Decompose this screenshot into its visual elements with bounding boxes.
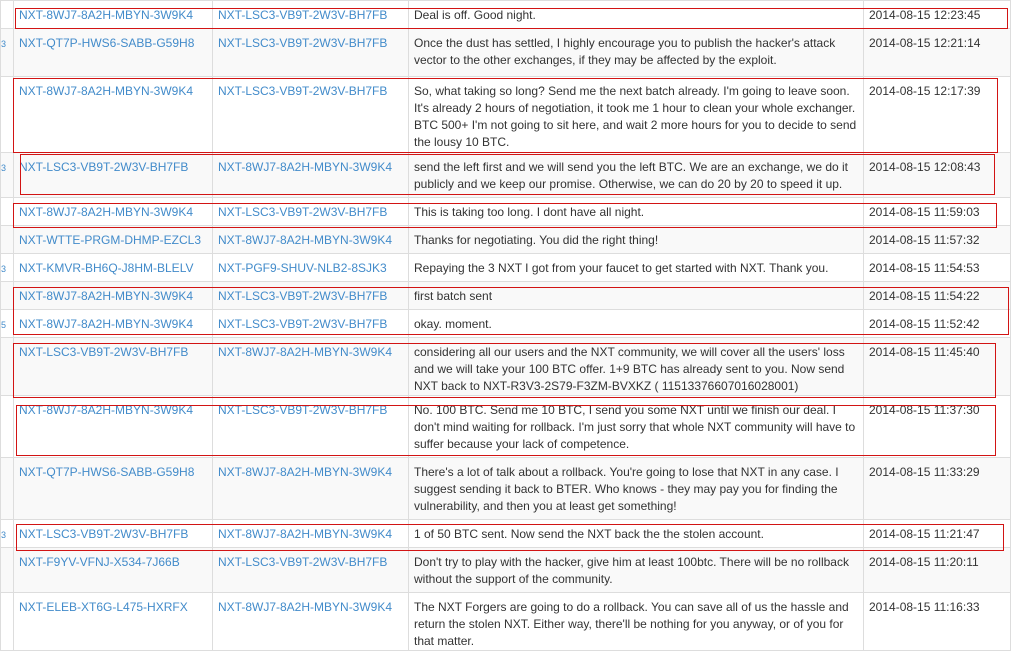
table-row bbox=[1, 1, 1011, 29]
recipient-account-link[interactable]: NXT-LSC3-VB9T-2W3V-BH7FB bbox=[218, 84, 388, 98]
timestamp-cell bbox=[864, 310, 1011, 338]
timestamp-cell bbox=[864, 254, 1011, 282]
message-text: send the left first and we will send you the left BTC. We are an exchange, we do it publicly and we keep our promise. Otherwise, we can do 20 by 20 to speed it up. bbox=[414, 160, 849, 191]
timestamp-text: 2014-08-15 11:16:33 bbox=[869, 600, 980, 614]
message-text: The NXT Forgers are going to do a rollback. You can save all of us the hassle and return the stolen NXT. Either way, there'll be nothing for you anyway, or of you for that matter. bbox=[414, 600, 849, 648]
message-cell bbox=[409, 153, 864, 198]
recipient-account-link[interactable]: NXT-LSC3-VB9T-2W3V-BH7FB bbox=[218, 403, 388, 417]
message-text: 1 of 50 BTC sent. Now send the NXT back the the stolen account. bbox=[414, 527, 764, 541]
message-cell bbox=[409, 310, 864, 338]
sender-cell bbox=[14, 226, 213, 254]
recipient-cell bbox=[213, 520, 409, 548]
timestamp-text: 2014-08-15 11:21:47 bbox=[869, 527, 980, 541]
sender-cell bbox=[14, 396, 213, 458]
sender-cell bbox=[14, 520, 213, 548]
timestamp-cell bbox=[864, 338, 1011, 396]
message-text: Once the dust has settled, I highly encourage you to publish the hacker's attack vector to the other exchanges, if they may be affected by the exploit. bbox=[414, 36, 836, 67]
sender-cell bbox=[14, 548, 213, 593]
table-row bbox=[1, 77, 1011, 153]
recipient-cell bbox=[213, 282, 409, 310]
sender-account-link[interactable]: NXT-QT7P-HWS6-SABB-G59H8 bbox=[19, 465, 195, 479]
row-marker bbox=[1, 396, 14, 458]
timestamp-text: 2014-08-15 11:52:42 bbox=[869, 317, 980, 331]
table-row bbox=[1, 29, 1011, 77]
row-marker bbox=[1, 198, 14, 226]
sender-account-link[interactable]: NXT-8WJ7-8A2H-MBYN-3W9K4 bbox=[19, 317, 194, 331]
row-marker bbox=[1, 153, 14, 198]
timestamp-cell bbox=[864, 153, 1011, 198]
table-row bbox=[1, 520, 1011, 548]
timestamp-cell bbox=[864, 458, 1011, 520]
row-marker bbox=[1, 226, 14, 254]
timestamp-text: 2014-08-15 12:21:14 bbox=[869, 36, 981, 50]
message-cell bbox=[409, 282, 864, 310]
message-text: Repaying the 3 NXT I got from your faucet to get started with NXT. Thank you. bbox=[414, 261, 829, 275]
timestamp-cell bbox=[864, 520, 1011, 548]
message-text: There's a lot of talk about a rollback. You're going to lose that NXT in any case. I suggest sending it back to BTER. Who knows - they may pay you for finding the vulnerability, and then you at least get something! bbox=[414, 465, 839, 513]
recipient-account-link[interactable]: NXT-LSC3-VB9T-2W3V-BH7FB bbox=[218, 555, 388, 569]
recipient-account-link[interactable]: NXT-LSC3-VB9T-2W3V-BH7FB bbox=[218, 36, 388, 50]
recipient-cell bbox=[213, 548, 409, 593]
row-marker bbox=[1, 77, 14, 153]
row-marker bbox=[1, 254, 14, 282]
timestamp-text: 2014-08-15 12:08:43 bbox=[869, 160, 981, 174]
timestamp-cell bbox=[864, 396, 1011, 458]
sender-account-link[interactable]: NXT-F9YV-VFNJ-X534-7J66B bbox=[19, 555, 180, 569]
sender-account-link[interactable]: NXT-8WJ7-8A2H-MBYN-3W9K4 bbox=[19, 84, 194, 98]
message-cell bbox=[409, 1, 864, 29]
row-marker-text: 3 bbox=[1, 264, 7, 274]
recipient-cell bbox=[213, 593, 409, 651]
message-text: Thanks for negotiating. You did the right thing! bbox=[414, 233, 659, 247]
timestamp-text: 2014-08-15 11:33:29 bbox=[869, 465, 980, 479]
table-row bbox=[1, 282, 1011, 310]
sender-account-link[interactable]: NXT-8WJ7-8A2H-MBYN-3W9K4 bbox=[19, 8, 194, 22]
sender-cell bbox=[14, 593, 213, 651]
recipient-account-link[interactable]: NXT-LSC3-VB9T-2W3V-BH7FB bbox=[218, 317, 388, 331]
message-text: So, what taking so long? Send me the next batch already. I'm going to leave soon. It's already 2 hours of negotiation, it took me 1 hour to clean your whole exchanger. BTC 500+ I'm not going to sit here, and wait 2 more hours for you to decide to send the lousy 10 BTC. bbox=[414, 84, 857, 149]
table-row bbox=[1, 254, 1011, 282]
message-text: okay. moment. bbox=[414, 317, 492, 331]
timestamp-text: 2014-08-15 11:59:03 bbox=[869, 205, 980, 219]
timestamp-cell bbox=[864, 548, 1011, 593]
message-cell bbox=[409, 29, 864, 77]
message-text: considering all our users and the NXT community, we will cover all the users' loss and we will take your 100 BTC offer. 1+9 BTC has already sent to you. Now send NXT back to NXT-R3V3-2S79-F3ZM-BVXKZ ( 11513376607016028001) bbox=[414, 345, 845, 393]
recipient-account-link[interactable]: NXT-8WJ7-8A2H-MBYN-3W9K4 bbox=[218, 345, 393, 359]
row-marker-text: 5 bbox=[1, 320, 7, 330]
table-row bbox=[1, 458, 1011, 520]
row-marker bbox=[1, 593, 14, 651]
timestamp-text: 2014-08-15 11:54:22 bbox=[869, 289, 980, 303]
recipient-account-link[interactable]: NXT-8WJ7-8A2H-MBYN-3W9K4 bbox=[218, 527, 393, 541]
table-row bbox=[1, 593, 1011, 651]
message-cell bbox=[409, 338, 864, 396]
recipient-account-link[interactable]: NXT-PGF9-SHUV-NLB2-8SJK3 bbox=[218, 261, 387, 275]
sender-cell bbox=[14, 29, 213, 77]
sender-account-link[interactable]: NXT-KMVR-BH6Q-J8HM-BLELV bbox=[19, 261, 194, 275]
timestamp-cell bbox=[864, 77, 1011, 153]
message-text: No. 100 BTC. Send me 10 BTC, I send you some NXT until we finish our deal. I don't mind waiting for rollback. I'm just sorry that whole NXT community will have to suffer because your lack of competence. bbox=[414, 403, 856, 451]
row-marker bbox=[1, 458, 14, 520]
sender-account-link[interactable]: NXT-8WJ7-8A2H-MBYN-3W9K4 bbox=[19, 289, 194, 303]
recipient-cell bbox=[213, 153, 409, 198]
timestamp-text: 2014-08-15 11:37:30 bbox=[869, 403, 980, 417]
sender-cell bbox=[14, 282, 213, 310]
table-row bbox=[1, 153, 1011, 198]
recipient-account-link[interactable]: NXT-8WJ7-8A2H-MBYN-3W9K4 bbox=[218, 160, 393, 174]
message-cell bbox=[409, 548, 864, 593]
sender-cell bbox=[14, 77, 213, 153]
row-marker bbox=[1, 1, 14, 29]
sender-cell bbox=[14, 153, 213, 198]
recipient-account-link[interactable]: NXT-8WJ7-8A2H-MBYN-3W9K4 bbox=[218, 465, 393, 479]
sender-account-link[interactable]: NXT-ELEB-XT6G-L475-HXRFX bbox=[19, 600, 188, 614]
recipient-account-link[interactable]: NXT-LSC3-VB9T-2W3V-BH7FB bbox=[218, 289, 388, 303]
recipient-account-link[interactable]: NXT-LSC3-VB9T-2W3V-BH7FB bbox=[218, 205, 388, 219]
sender-cell bbox=[14, 338, 213, 396]
table-row bbox=[1, 396, 1011, 458]
row-marker bbox=[1, 29, 14, 77]
message-text: Don't try to play with the hacker, give him at least 100btc. There will be no rollback without the support of the community. bbox=[414, 555, 849, 586]
timestamp-cell bbox=[864, 1, 1011, 29]
table-row bbox=[1, 548, 1011, 593]
sender-cell bbox=[14, 254, 213, 282]
row-marker bbox=[1, 310, 14, 338]
row-marker bbox=[1, 338, 14, 396]
row-marker-text: 3 bbox=[1, 530, 7, 540]
timestamp-text: 2014-08-15 12:17:39 bbox=[869, 84, 981, 98]
sender-cell bbox=[14, 1, 213, 29]
sender-cell bbox=[14, 310, 213, 338]
timestamp-cell bbox=[864, 29, 1011, 77]
recipient-account-link[interactable]: NXT-8WJ7-8A2H-MBYN-3W9K4 bbox=[218, 233, 393, 247]
recipient-cell bbox=[213, 29, 409, 77]
sender-account-link[interactable]: NXT-WTTE-PRGM-DHMP-EZCL3 bbox=[19, 233, 201, 247]
recipient-cell bbox=[213, 338, 409, 396]
table-row bbox=[1, 338, 1011, 396]
timestamp-text: 2014-08-15 12:23:45 bbox=[869, 8, 981, 22]
message-cell bbox=[409, 226, 864, 254]
table-row bbox=[1, 226, 1011, 254]
recipient-account-link[interactable]: NXT-LSC3-VB9T-2W3V-BH7FB bbox=[218, 8, 388, 22]
recipient-cell bbox=[213, 226, 409, 254]
row-marker bbox=[1, 548, 14, 593]
sender-account-link[interactable]: NXT-LSC3-VB9T-2W3V-BH7FB bbox=[19, 345, 189, 359]
message-text: This is taking too long. I dont have all night. bbox=[414, 205, 645, 219]
recipient-cell bbox=[213, 198, 409, 226]
timestamp-text: 2014-08-15 11:45:40 bbox=[869, 345, 980, 359]
message-cell bbox=[409, 254, 864, 282]
timestamp-text: 2014-08-15 11:57:32 bbox=[869, 233, 980, 247]
timestamp-cell bbox=[864, 226, 1011, 254]
timestamp-text: 2014-08-15 11:20:11 bbox=[869, 555, 979, 569]
row-marker bbox=[1, 520, 14, 548]
sender-account-link[interactable]: NXT-LSC3-VB9T-2W3V-BH7FB bbox=[19, 527, 189, 541]
recipient-cell bbox=[213, 458, 409, 520]
message-cell bbox=[409, 77, 864, 153]
table-row bbox=[1, 310, 1011, 338]
message-cell bbox=[409, 593, 864, 651]
sender-account-link[interactable]: NXT-QT7P-HWS6-SABB-G59H8 bbox=[19, 36, 195, 50]
message-cell bbox=[409, 458, 864, 520]
recipient-cell bbox=[213, 1, 409, 29]
message-text: first batch sent bbox=[414, 289, 493, 303]
timestamp-cell bbox=[864, 282, 1011, 310]
message-cell bbox=[409, 396, 864, 458]
recipient-cell bbox=[213, 77, 409, 153]
row-marker-text: 3 bbox=[1, 39, 7, 49]
sender-account-link[interactable]: NXT-LSC3-VB9T-2W3V-BH7FB bbox=[19, 160, 189, 174]
timestamp-cell bbox=[864, 198, 1011, 226]
sender-account-link[interactable]: NXT-8WJ7-8A2H-MBYN-3W9K4 bbox=[19, 205, 194, 219]
table-row bbox=[1, 198, 1011, 226]
sender-account-link[interactable]: NXT-8WJ7-8A2H-MBYN-3W9K4 bbox=[19, 403, 194, 417]
sender-cell bbox=[14, 458, 213, 520]
timestamp-text: 2014-08-15 11:54:53 bbox=[869, 261, 980, 275]
timestamp-cell bbox=[864, 593, 1011, 651]
recipient-cell bbox=[213, 254, 409, 282]
message-cell bbox=[409, 520, 864, 548]
row-marker bbox=[1, 282, 14, 310]
recipient-account-link[interactable]: NXT-8WJ7-8A2H-MBYN-3W9K4 bbox=[218, 600, 393, 614]
row-marker-text: 3 bbox=[1, 163, 7, 173]
recipient-cell bbox=[213, 396, 409, 458]
message-text: Deal is off. Good night. bbox=[414, 8, 536, 22]
sender-cell bbox=[14, 198, 213, 226]
recipient-cell bbox=[213, 310, 409, 338]
message-cell bbox=[409, 198, 864, 226]
